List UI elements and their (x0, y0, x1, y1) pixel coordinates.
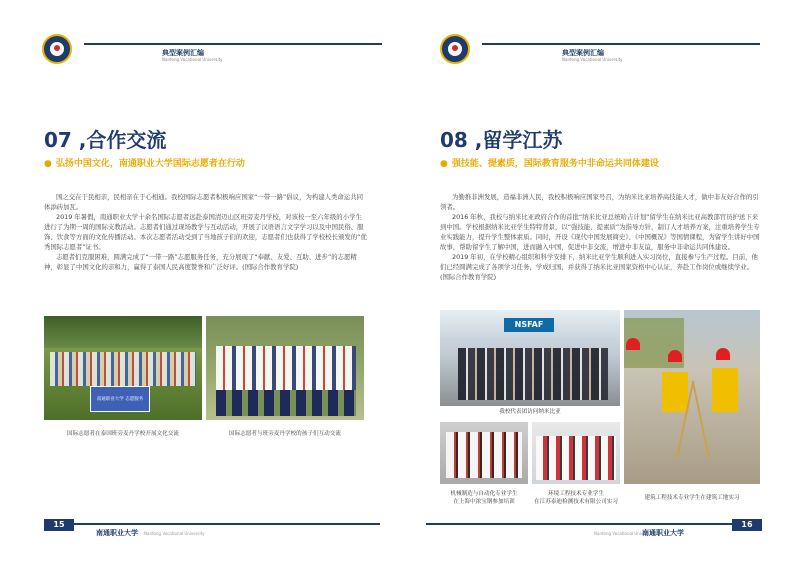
header-section-title: 典型案例汇编 (162, 49, 204, 57)
photo-construction-internship (624, 310, 760, 484)
bullet-icon: ● (44, 159, 52, 169)
photo-kids-interaction (206, 316, 364, 420)
footer-school-en: Nantong Vocational University (594, 531, 655, 536)
photo-caption: 机械制造与自动化专业学生 在上海中浓宝钢参加培训 (450, 491, 518, 505)
page-title: 07 ,合作交流 (44, 128, 167, 152)
sign-label: NSFAF (514, 320, 544, 329)
bullet-icon: ● (440, 159, 448, 169)
photo-mechanical-training (440, 422, 528, 484)
paragraph: 国之交在于民相亲，民相亲在于心相通。我校国际志愿者积极响应国家“一带一路”倡议，为构建人类命运共同体添砖加瓦。 (44, 193, 363, 211)
page-subtitle (440, 156, 659, 169)
header-section-subtitle: Nantong Vocational University (162, 57, 223, 62)
photo-caption: 建筑工程技术专业学生在建筑工地实习 (644, 495, 740, 501)
photo-delegation-namibia (440, 310, 620, 406)
paragraph: 2016 年秋，我校与纳米比亚政府合作的首批“纳米比亚总统哈吉计划”留学生在纳米比亚高教部官员护送下来到中国。学校根据纳米比亚学生特特背景，以“强技能、提素质”为指导方针，制订人才培养方案，注重培养学生专业实践能力，提升学生整体素质。同时，开设《现代中国发展简史》、《中国概况》等国情课程，为留学生讲好中国故事，帮助留学生了解中国，进而融入中国，促进中非交流，增进中非友谊，服务中非命运共同体建设。 (440, 213, 760, 251)
photo-caption: 国际志愿者在泰国班旁麦丹学校开展文化交流 (67, 431, 179, 437)
page-subtitle (44, 156, 245, 169)
paragraph: 2019 年初，在学校精心组织和科学安排下，纳米比亚学生顺利进入实习岗位，直接参与生产过程。目前，他们已经圆满完成了各项学习任务，学成归国，并获得了纳米比亚国家资格中心认证，奔赴工作岗位或继续学业。(国际合作教育学院) (440, 253, 758, 281)
subtitle-text: 弘扬中国文化，南通职业大学国际志愿者在行动 (55, 159, 245, 169)
page-number-tab (732, 519, 762, 531)
footer-school-en: Nantong Vocational University (144, 531, 205, 536)
paragraph: 为勤推非洲发展，造福非洲人民，我校积极响应国家号召，为纳米比亚培养高技能人才，做中非友好合作的引领者。 (440, 193, 759, 211)
header-rule (482, 43, 760, 45)
page-number: 15 (53, 520, 65, 529)
page-number-tab (44, 519, 74, 531)
nsfaf-sign (504, 318, 554, 332)
paragraph: 2019 年暑假，南通职业大学十余名国际志愿者远赴泰国清迈山区班旁麦丹学校，对该校一至六年级的小学生进行了为期一周的国际支教活动。志愿者们通过现场教学与互动活动，开展了汉语语言文字学习以及中国民俗、服饰、饮食等方面的文化传播活动。本次志愿者活动受到了当地孩子们的欢迎，志愿者们也获得了学校校长颁发的“优秀国际志愿者”证书。 (44, 213, 367, 251)
photo-caption: 环境工程技术专业学生 在江苏泰迪检测技术有限公司实习 (534, 491, 618, 505)
page-title: 08 ,留学江苏 (440, 128, 563, 152)
school-logo-icon (42, 34, 72, 64)
footer-rule (426, 523, 762, 525)
header-section-subtitle: Nantong Vocational University (562, 57, 623, 62)
banner-label: 南通职业大学 志愿服务 (96, 397, 144, 402)
header-rule (84, 43, 382, 45)
header-section-title: 典型案例汇编 (562, 49, 604, 57)
footer-rule (44, 523, 380, 525)
photo-environment-internship (532, 422, 620, 484)
paragraph: 志愿者们克服困难，圆满完成了“一带一路”志愿服务任务，充分展现了“奉献、友爱、互助、进步”的志愿精神，彰显了中国文化的亲和力，赢得了泰国人民高度赞誉和广泛好评。(国际合作教育学院) (44, 253, 357, 271)
photo-caption: 国际志愿者与班旁麦丹学校的孩子们互动交流 (229, 431, 341, 437)
page-number: 16 (741, 520, 753, 529)
article-body (440, 192, 762, 282)
photo-caption: 我校代表团访问纳米比亚 (499, 409, 561, 415)
photo-group-volunteers (44, 316, 202, 420)
footer-school-name: 南通职业大学 (642, 529, 684, 537)
volunteer-banner (90, 386, 150, 412)
article-body (44, 192, 368, 272)
subtitle-text: 强技能、提素质，国际教育服务中非命运共同体建设 (451, 159, 659, 169)
school-logo-icon (440, 34, 470, 64)
footer-school-name: 南通职业大学 (96, 529, 138, 537)
